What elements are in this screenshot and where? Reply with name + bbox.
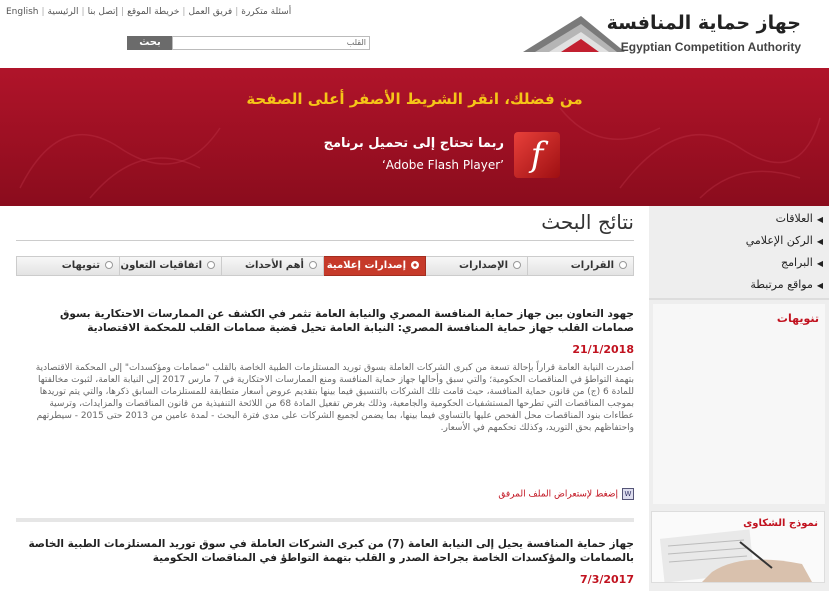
attachment-link[interactable]: Wإضغط لإستعراض الملف المرفق [380, 488, 634, 500]
top-link-sitemap[interactable]: خريطة الموقع [127, 7, 180, 17]
flash-line1-text: ربما تحتاج إلى تحميل برنامج [323, 136, 504, 151]
top-links: English | أسئلة متكررة|فريق العمل|خريطة الموقع|إتصل بنا|الرئيسية [6, 7, 292, 17]
radio-icon [207, 261, 215, 269]
sidebar-item-related-sites[interactable]: ◀مواقع مرتبطة [750, 278, 823, 291]
alerts-box [653, 304, 825, 504]
result-title[interactable]: جهاز حماية المنافسة يحيل إلى النيابة العامة (7) من كبرى الشركات العاملة في سوق توريد المستلزمات الطبية الخاصة بالصمامات والمؤكسدات الخاصة بجراحة الصدر و القلب بتهمة التواطؤ في المناقصات الحكومية [28, 538, 634, 564]
result-date: 7/3/2017 [580, 573, 634, 586]
alerts-title[interactable]: تنويهات [776, 312, 819, 325]
complaint-form-title: نموذج الشكاوى [743, 518, 818, 529]
search-input[interactable]: القلب [172, 36, 370, 50]
result-date: 21/1/2018 [572, 343, 634, 356]
tab-agreements[interactable]: اتفاقيات التعاون [116, 256, 222, 276]
result-body: أصدرت النيابة العامة قراراً بإحالة تسعة من كبرى الشركات العاملة بسوق توريد المستلزمات الطبية الخاصة بالقلب "صمامات ومؤكسدات" إلى المحكمة الاقتصادية بتهمة التواطؤ في المناقصات الحكومية؛ والتي سبق وأحالها جهاز حماية المنافسة ومنع الممارسات الاحتكارية في 7 مارس 2017 إلى النيابة العامة، لثبوت مخالفتها للمادة 6 (ج) من قانون حماية المنافسة، حيث قامت تلك الشركات بالتنسيق فيما بينها بتقديم عروض أسعار متطابقة للمستلزمات السابق ذكرها، والتي يتم توريدها بموجب المناقصات التي تطرحها المستشفيات الحكومية والجامعية، وذلك بغرض تفعيل المادة 68 من اللائحة التنفيذية من قانون المناقصات والمزايدات، وترسية عطاءات بنود المناقصات محل الفحص عليها بالتساوي فيما بينها، بما يضمن لجميع الشركات على مدى فترة البحث - لمدة عامين من 2013 حتى 2015 - سيطرتهم واحتفاظهم بحق التوريد، وكذلك تحكمهم في الأسعار. [35, 363, 634, 433]
triangle-left-icon: ◀ [816, 281, 823, 290]
tab-media-releases[interactable]: إصدارات إعلامية [320, 256, 426, 276]
result-divider [16, 518, 634, 522]
top-link-team[interactable]: فريق العمل [188, 7, 233, 17]
sidebar [649, 206, 829, 591]
top-link-faq[interactable]: أسئلة متكررة [241, 7, 292, 17]
radio-icon [513, 261, 521, 269]
flash-download-prompt[interactable] [280, 130, 560, 190]
flash-banner [0, 68, 829, 206]
result-title[interactable]: جهود التعاون بين جهاز حماية المنافسة المصري والنيابة العامة تثمر في الكشف عن الممارسات الاحتكارية بسوق صمامات القلب جهاز حماية المنافسة المصري: النيابة العامة تحيل قضية صمامات القلب للمحكمة الاقتصادية [60, 308, 634, 334]
logo-arabic-text: جهاز حماية المنافسة [606, 12, 801, 34]
sidebar-item-relations[interactable]: ◀العلاقات [775, 212, 823, 225]
radio-icon [619, 261, 627, 269]
site-header [0, 0, 829, 68]
top-link-english[interactable]: English [6, 7, 39, 17]
triangle-left-icon: ◀ [816, 237, 823, 246]
flash-line2-text: ‘Adobe Flash Player’ [381, 158, 504, 172]
sidebar-item-media[interactable]: ◀الركن الإعلامي [745, 234, 823, 247]
page-title: نتائج البحث [541, 210, 634, 234]
search-button[interactable]: بحث [127, 36, 173, 50]
flash-notice-text: من فضلك، انقر الشريط الأصفر أعلى الصفحة [246, 90, 583, 108]
radio-icon [105, 261, 113, 269]
radio-selected-icon [411, 261, 419, 269]
top-link-home[interactable]: الرئيسية [47, 7, 79, 17]
complaint-form-banner[interactable] [651, 511, 825, 583]
sidebar-divider [649, 298, 829, 300]
title-divider [16, 240, 634, 241]
logo-english-text: Egyptian Competition Authority [620, 40, 801, 54]
tab-publications[interactable]: الإصدارات [422, 256, 528, 276]
tab-events[interactable]: أهم الأحداث [218, 256, 324, 276]
document-icon: W [622, 488, 634, 500]
top-link-contact[interactable]: إتصل بنا [87, 7, 119, 17]
tab-alerts[interactable]: تنويهات [16, 256, 120, 276]
flash-player-icon: f [514, 132, 560, 178]
category-tabs [16, 256, 634, 276]
search-result-1 [16, 307, 634, 434]
radio-icon [309, 261, 317, 269]
tab-decisions[interactable]: القرارات [524, 256, 634, 276]
site-logo[interactable] [521, 12, 801, 60]
triangle-left-icon: ◀ [816, 259, 823, 268]
search-result-2 [16, 537, 634, 586]
triangle-left-icon: ◀ [816, 215, 823, 224]
sidebar-item-programs[interactable]: ◀البرامج [780, 256, 823, 269]
